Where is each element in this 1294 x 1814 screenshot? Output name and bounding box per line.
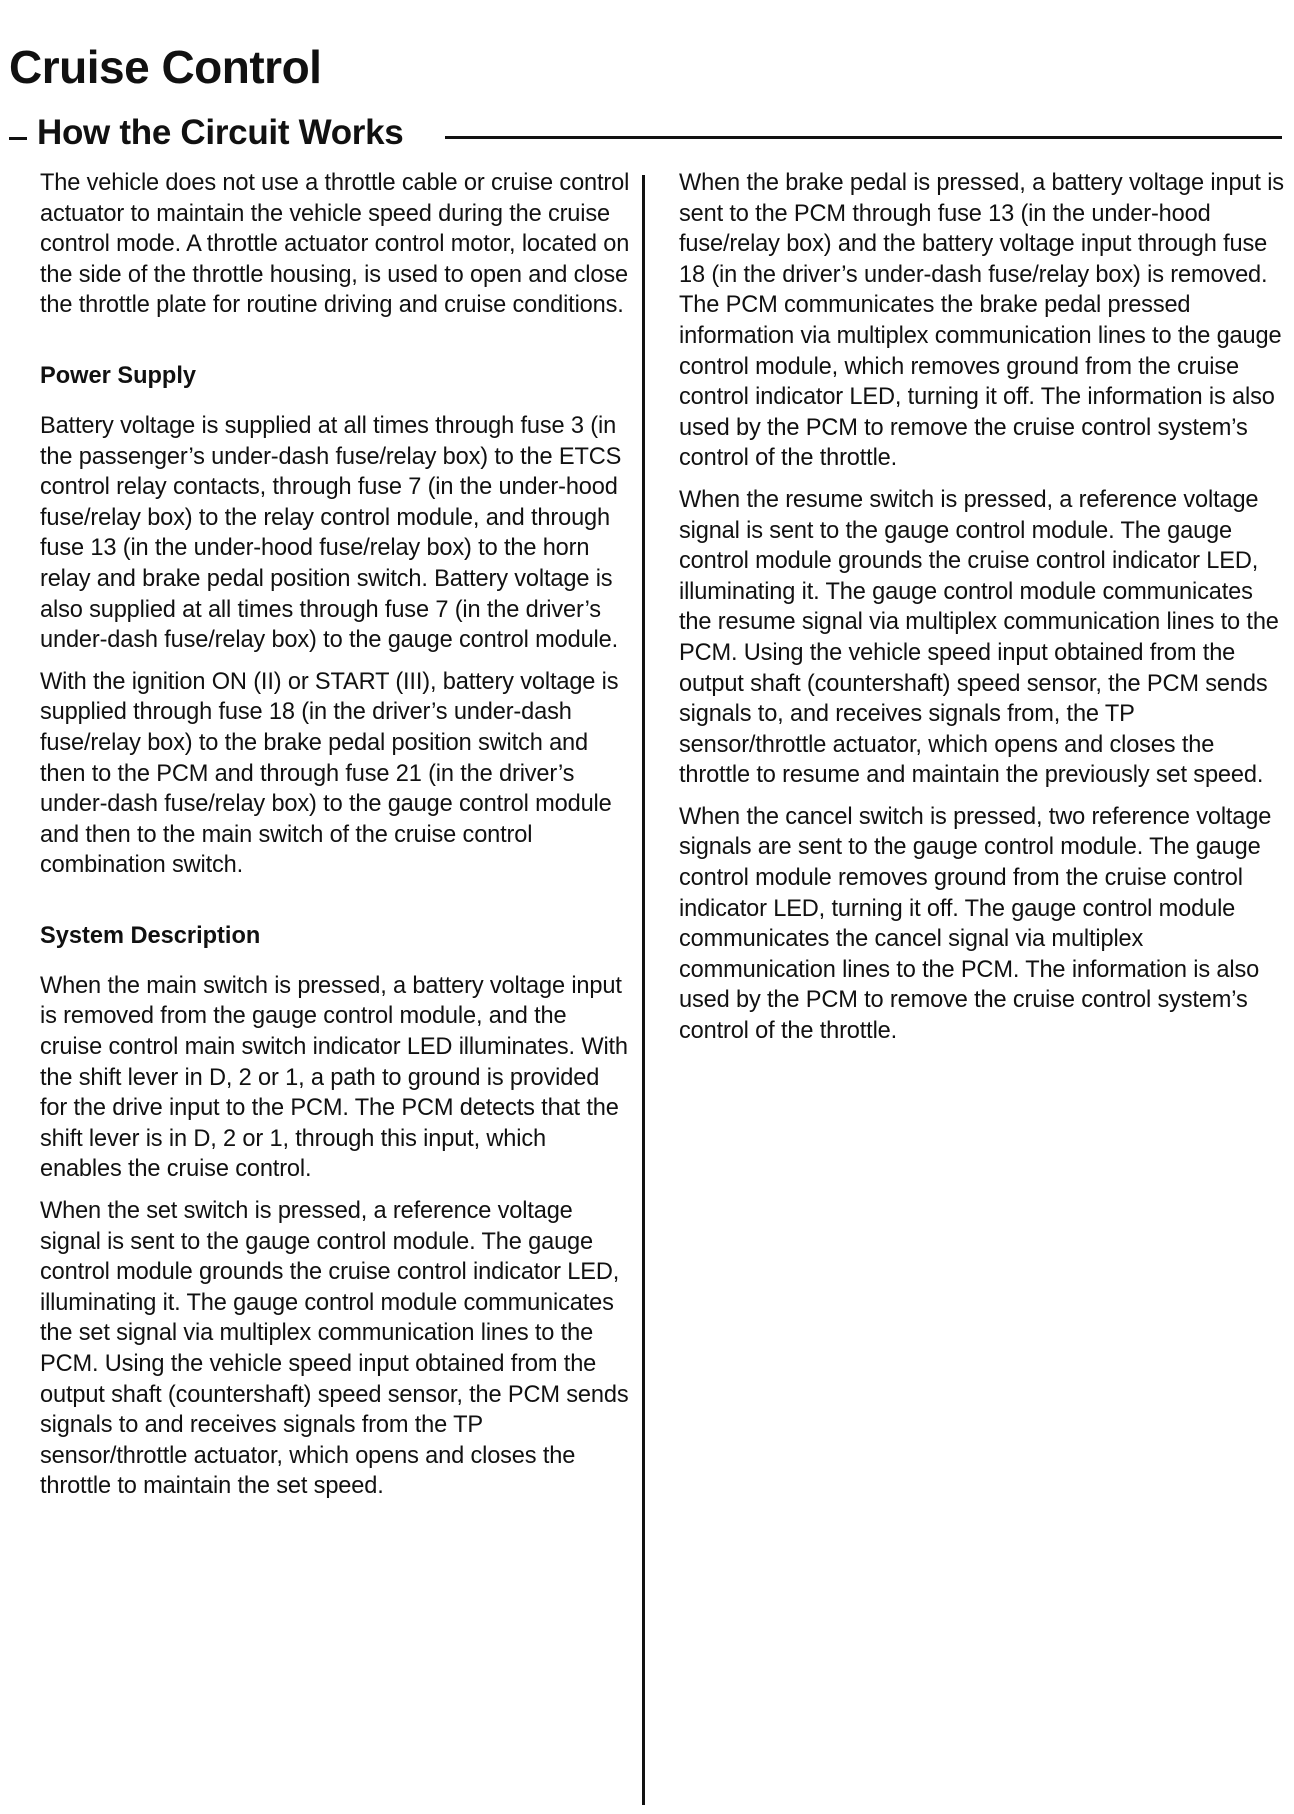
system-description-paragraph: When the main switch is pressed, a battery voltage input is removed from the gauge control module, and the cruise control main switch indicator LED illuminates. With the shift lever in D, 2 or 1, a path to ground is provided for the drive input to the PCM. The PCM detects that the shift lever is in D, 2 or 1, through this input, which enables the cruise control. (40, 972, 628, 1183)
resume-switch-paragraph: When the resume switch is pressed, a reference voltage signal is sent to the gauge control module. The gauge control module grounds the cruise control indicator LED, illuminating it. The gauge control module communicates the resume signal via multiplex communication lines to the PCM. Using the vehicle speed input obtained from the output shaft (countershaft) speed sensor, the PCM sends signals to, and receives signals from, the TP sensor/throttle actuator, which opens and closes the throttle to resume and maintain the previously set speed. (679, 486, 1279, 789)
header-rule (445, 136, 1282, 139)
section-heading: How the Circuit Works (37, 112, 404, 152)
right-column (679, 168, 1284, 1058)
subtitle-dash (9, 137, 27, 140)
power-supply-paragraph: With the ignition ON (II) or START (III), battery voltage is supplied through fuse 18 (in the driver’s under-dash fuse/relay box) to the brake pedal position switch and then to the PCM and through fuse 21 (in the driver’s under-dash fuse/relay box) to the gauge control module and then to the main switch of the cruise control combination switch. (40, 668, 619, 879)
section-subtitle (9, 112, 403, 152)
column-divider (642, 175, 645, 1805)
power-supply-heading: Power Supply (40, 362, 197, 389)
left-column (40, 168, 630, 1513)
brake-pedal-paragraph: When the brake pedal is pressed, a battery voltage input is sent to the PCM through fuse 13 (in the under-hood fuse/relay box) and the battery voltage input through fuse 18 (in the driver’s under-dash fuse/relay box) is removed. The PCM communicates the brake pedal pressed information via multiplex communication lines to the gauge control module, which removes ground from the cruise control indicator LED, turning it off. The information is also used by the PCM to remove the cruise control system’s control of the throttle. (679, 170, 1284, 472)
cancel-switch-paragraph: When the cancel switch is pressed, two reference voltage signals are sent to the gauge control module. The gauge control module removes ground from the cruise control indicator LED, turning it off. The gauge control module communicates the cancel signal via multiplex communication lines to the PCM. The information is also used by the PCM to remove the cruise control system’s control of the throttle. (679, 803, 1272, 1045)
power-supply-paragraph: Battery voltage is supplied at all times through fuse 3 (in the passenger’s under-dash fuse/relay box) to the ETCS control relay contacts, through fuse 7 (in the under-hood fuse/relay box) to the relay control module, and through fuse 13 (in the under-hood fuse/relay box) to the horn relay and brake pedal position switch. Battery voltage is also supplied at all times through fuse 7 (in the driver’s under-dash fuse/relay box) to the gauge control module. (40, 412, 622, 654)
intro-paragraph: The vehicle does not use a throttle cable or cruise control actuator to maintain the vehicle speed during the cruise control mode. A throttle actuator control motor, located on the side of the throttle housing, is used to open and close the throttle plate for routine driving and cruise conditions. (40, 170, 630, 319)
power-supply-section (40, 361, 630, 391)
system-description-paragraph: When the set switch is pressed, a reference voltage signal is sent to the gauge control module. The gauge control module grounds the cruise control indicator LED, illuminating it. The gauge control module communicates the set signal via multiplex communication lines to the PCM. Using the vehicle speed input obtained from the output shaft (countershaft) speed sensor, the PCM sends signals to and receives signals from the TP sensor/throttle actuator, which opens and closes the throttle to maintain the set speed. (40, 1198, 629, 1500)
system-description-heading: System Description (40, 922, 261, 949)
page-title: Cruise Control (9, 41, 322, 93)
system-description-section (40, 921, 630, 951)
